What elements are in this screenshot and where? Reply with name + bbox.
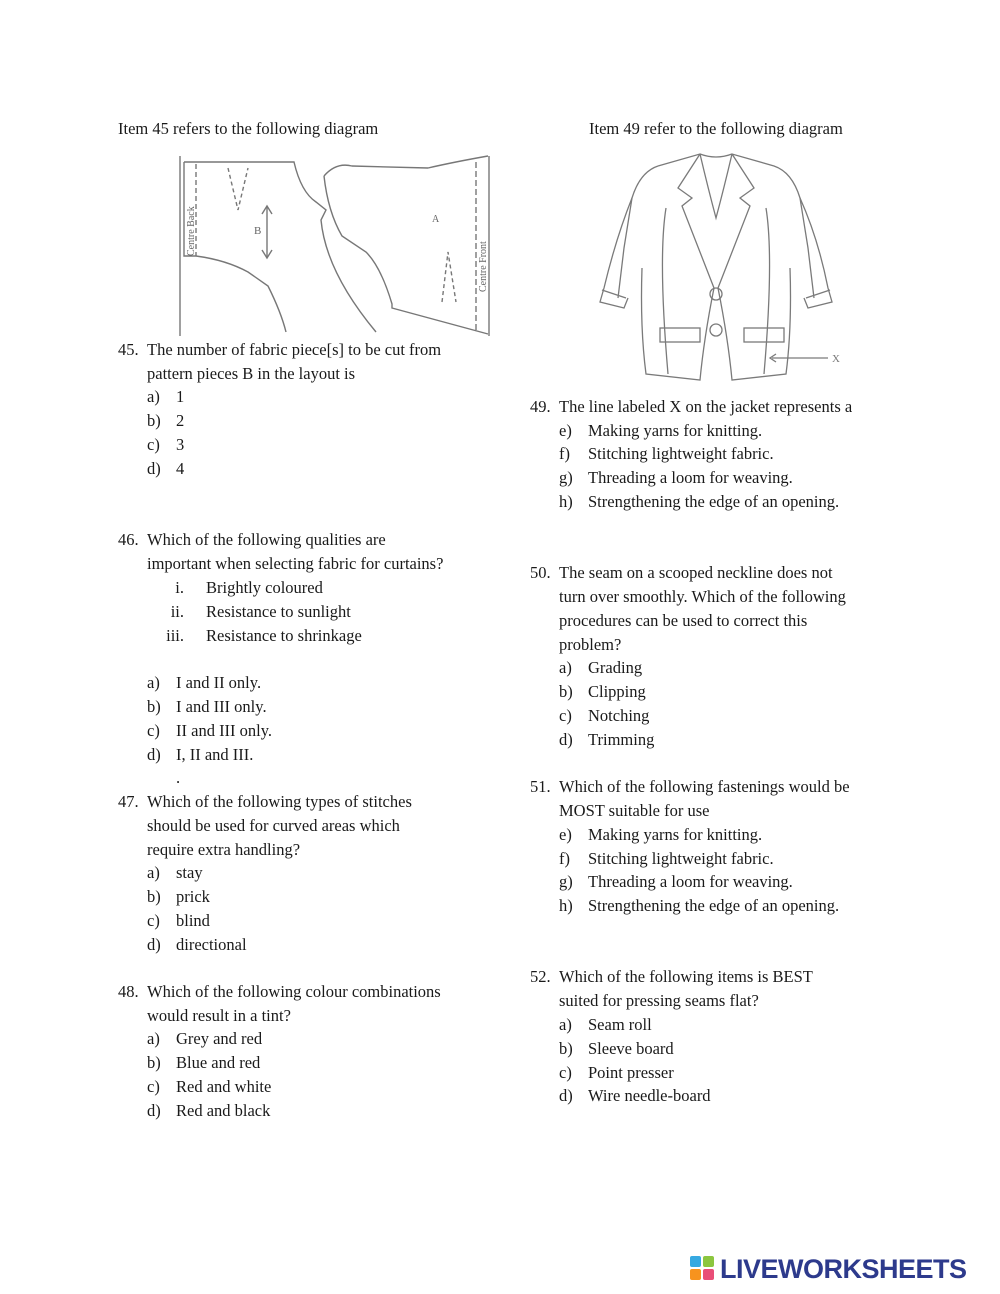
option-letter: d) [147,935,161,954]
roman-numeral: i. [175,578,184,597]
question-text: Which of the following qualities are [147,530,386,549]
option-letter: d) [559,730,573,749]
question-text: Which of the following colour combinations [147,982,441,1001]
option-a[interactable]: 1 [176,387,185,406]
option-letter: c) [147,911,160,930]
option-letter: b) [559,682,573,701]
statement-ii: Resistance to sunlight [206,602,351,621]
question-text: would result in a tint? [147,1006,291,1025]
question-text: pattern pieces B in the layout is [147,364,356,383]
option-letter: f) [559,849,570,868]
option-e[interactable]: Making yarns for knitting. [588,825,763,844]
option-f[interactable]: Stitching lightweight fabric. [588,444,774,463]
option-d[interactable]: directional [176,935,247,954]
option-letter: g) [559,872,573,891]
centre-back-label: Centre Back [186,206,197,256]
question-number: 52. [530,967,551,986]
option-d[interactable]: Trimming [588,730,655,749]
option-letter: c) [147,1077,160,1096]
question-text: require extra handling? [147,840,301,859]
question-text: The number of fabric piece[s] to be cut from [147,340,442,359]
option-letter: e) [559,825,572,844]
option-c[interactable]: Red and white [176,1077,272,1096]
statement-iii: Resistance to shrinkage [206,626,362,645]
question-text: important when selecting fabric for curtains? [147,554,444,573]
option-letter: c) [147,435,160,454]
option-e[interactable]: Making yarns for knitting. [588,421,763,440]
option-letter: d) [147,1101,161,1120]
trailing-period: . [176,768,181,787]
question-text: MOST suitable for use [559,801,710,820]
question-number: 47. [118,792,139,811]
option-letter: d) [147,745,161,764]
option-c[interactable]: Notching [588,706,650,725]
option-b[interactable]: I and III only. [176,697,267,716]
option-a[interactable]: stay [176,863,203,882]
question-text: Which of the following fastenings would be [559,777,850,796]
option-letter: b) [147,1053,161,1072]
question-text: problem? [559,635,622,654]
option-h[interactable]: Strengthening the edge of an opening. [588,492,840,511]
question-text: The seam on a scooped neckline does not [559,563,833,582]
centre-front-label: Centre Front [478,241,489,292]
roman-numeral: ii. [170,602,184,621]
option-b[interactable]: prick [176,887,210,906]
option-letter: b) [147,697,161,716]
diagram-caption-49: Item 49 refer to the following diagram [589,119,843,138]
option-c[interactable]: blind [176,911,210,930]
question-number: 45. [118,340,139,359]
option-b[interactable]: Blue and red [176,1053,261,1072]
liveworksheets-logo[interactable] [690,1252,967,1286]
option-letter: c) [559,1063,572,1082]
option-letter: a) [147,863,160,882]
question-number: 48. [118,982,139,1001]
option-a[interactable]: I and II only. [176,673,262,692]
logo-text: LIVEWORKSHEETS [720,1253,967,1284]
jacket-illustration [596,148,856,388]
option-b[interactable]: 2 [176,411,185,430]
option-a[interactable]: Seam roll [588,1015,652,1034]
roman-numeral: iii. [166,626,184,645]
option-a[interactable]: Grading [588,658,643,677]
question-text: suited for pressing seams flat? [559,991,759,1010]
question-text: The line labeled X on the jacket represents a [559,397,853,416]
option-d[interactable]: I, II and III. [176,745,254,764]
question-number: 50. [530,563,551,582]
question-number: 51. [530,777,551,796]
piece-b-label: B [254,225,262,237]
option-c[interactable]: 3 [176,435,185,454]
question-number: 49. [530,397,551,416]
option-f[interactable]: Stitching lightweight fabric. [588,849,774,868]
diagram-caption-45: Item 45 refers to the following diagram [118,119,379,138]
question-text: Which of the following types of stitches [147,792,412,811]
option-letter: g) [559,468,573,487]
option-letter: b) [559,1039,573,1058]
question-text: should be used for curved areas which [147,816,400,835]
option-b[interactable]: Clipping [588,682,646,701]
option-letter: f) [559,444,570,463]
option-d[interactable]: Wire needle-board [588,1086,711,1105]
option-g[interactable]: Threading a loom for weaving. [588,468,793,487]
option-letter: h) [559,896,573,915]
option-c[interactable]: Point presser [588,1063,674,1082]
option-letter: d) [147,459,161,478]
option-letter: a) [147,387,160,406]
option-letter: e) [559,421,572,440]
option-letter: a) [147,1029,160,1048]
option-h[interactable]: Strengthening the edge of an opening. [588,896,840,915]
question-text: procedures can be used to correct this [559,611,808,630]
option-letter: a) [559,658,572,677]
option-letter: c) [147,721,160,740]
piece-a-label: A [432,214,440,225]
option-d[interactable]: 4 [176,459,185,478]
question-number: 46. [118,530,139,549]
option-letter: a) [147,673,160,692]
option-letter: c) [559,706,572,725]
option-letter: b) [147,411,161,430]
question-text: Which of the following items is BEST [559,967,813,986]
option-letter: h) [559,492,573,511]
option-a[interactable]: Grey and red [176,1029,263,1048]
option-g[interactable]: Threading a loom for weaving. [588,872,793,891]
option-letter: b) [147,887,161,906]
option-letter: a) [559,1015,572,1034]
option-d[interactable]: Red and black [176,1101,271,1120]
option-c[interactable]: II and III only. [176,721,273,740]
statement-i: Brightly coloured [206,578,323,597]
logo-mark-icon [690,1256,716,1282]
option-letter: d) [559,1086,573,1105]
option-b[interactable]: Sleeve board [588,1039,674,1058]
jacket-x-label: X [832,353,840,365]
question-text: turn over smoothly. Which of the following [559,587,846,606]
pattern-layout-diagram [176,152,496,338]
